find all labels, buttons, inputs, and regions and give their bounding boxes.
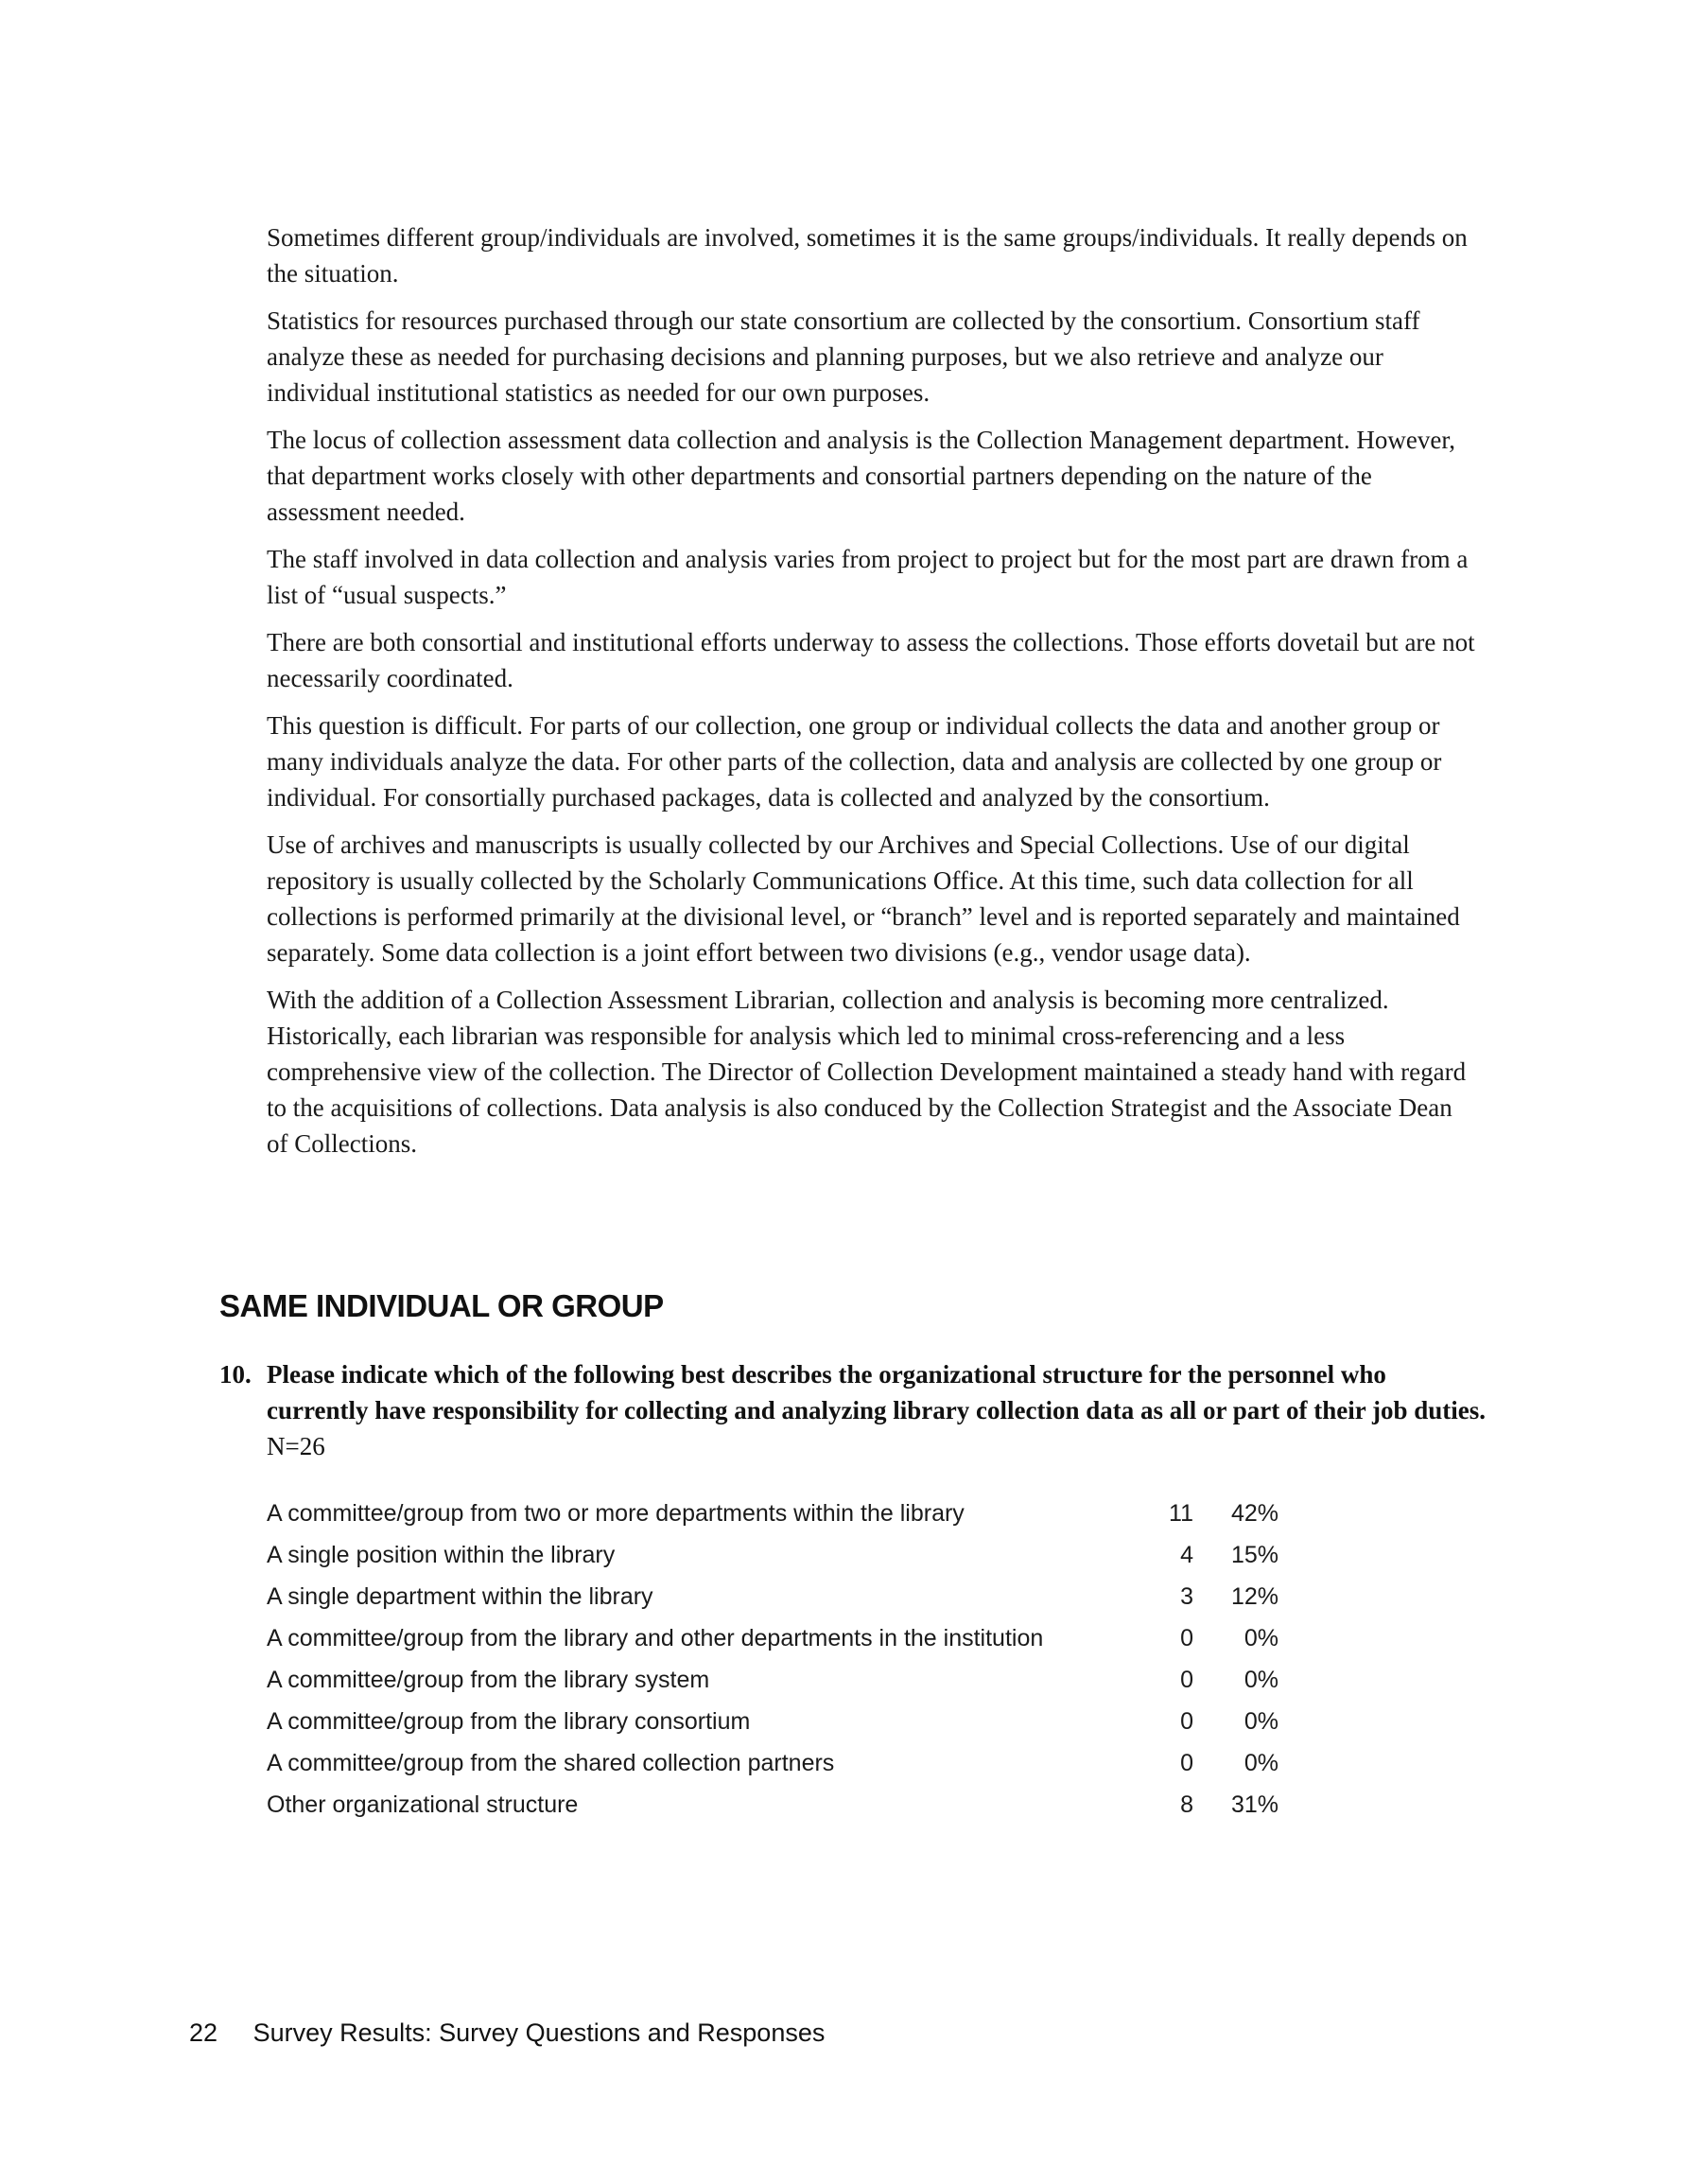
response-count: 0 xyxy=(1180,1707,1193,1735)
response-comments xyxy=(267,219,1477,1173)
response-percent: 12% xyxy=(1230,1582,1278,1610)
response-option: A single department within the library xyxy=(267,1582,653,1610)
response-count: 4 xyxy=(1180,1541,1193,1568)
response-option: A single position within the library xyxy=(267,1541,616,1568)
response-count: 3 xyxy=(1180,1582,1193,1610)
response-count: 0 xyxy=(1180,1624,1193,1651)
response-percent: 0% xyxy=(1244,1624,1278,1651)
response-percent: 0% xyxy=(1244,1707,1278,1735)
comment-paragraph: With the addition of a Collection Assessment Librarian, collection and analysis is becoming more centralized. Historically, each librarian was responsible for analysis which led to minimal cross-referencing and a less comprehensive view of the collection. The Director of Collection Development maintained a steady hand with regard to the acquisitions of collections. Data analysis is also conduced by the Collection Strategist and the Associate Dean of Collections. xyxy=(267,986,1467,1158)
table-row xyxy=(267,1701,1288,1742)
section-heading: SAME INDIVIDUAL OR GROUP xyxy=(219,1288,664,1323)
response-option: A committee/group from the library system xyxy=(267,1666,710,1693)
response-count: 11 xyxy=(1169,1499,1193,1527)
comment-paragraph: Sometimes different group/individuals are involved, sometimes it is the same groups/individuals. It really depends on the situation. xyxy=(267,223,1468,288)
table-row xyxy=(267,1617,1288,1659)
table-row xyxy=(267,1659,1288,1701)
respondent-count: N=26 xyxy=(267,1432,325,1460)
table-row xyxy=(267,1534,1288,1576)
response-option: A committee/group from the shared collection partners xyxy=(267,1749,835,1776)
response-percent: 15% xyxy=(1230,1541,1278,1568)
response-percent: 31% xyxy=(1230,1791,1278,1818)
response-table xyxy=(267,1493,1288,1826)
survey-question xyxy=(219,1356,1487,1464)
response-option: A committee/group from two or more departments within the library xyxy=(267,1499,965,1527)
comment-paragraph: Statistics for resources purchased through our state consortium are collected by the consortium. Consortium staff analyze these as needed for purchasing decisions and planning purposes, but we also retrieve and analyze our individual institutional statistics as needed for our own purposes. xyxy=(267,306,1420,407)
page-number: 22 xyxy=(189,2018,218,2047)
page-footer xyxy=(189,2018,825,2048)
response-percent: 0% xyxy=(1244,1749,1278,1776)
response-count: 0 xyxy=(1180,1666,1193,1693)
comment-paragraph: This question is difficult. For parts of our collection, one group or individual collects the data and another group or many individuals analyze the data. For other parts of the collection, data and analysis are collected by one group or individual. For consortially purchased packages, data is collected and analyzed by the consortium. xyxy=(267,711,1442,812)
question-text-block xyxy=(267,1356,1487,1464)
question-number: 10. xyxy=(219,1360,252,1389)
comment-paragraph: There are both consortial and institutional efforts underway to assess the collections. Those efforts dovetail but are not necessarily coordinated. xyxy=(267,628,1475,692)
comment-paragraph: The locus of collection assessment data collection and analysis is the Collection Management department. However, that department works closely with other departments and consortial partners depending on the nature of the assessment needed. xyxy=(267,426,1456,526)
response-count: 0 xyxy=(1180,1749,1193,1776)
table-row xyxy=(267,1576,1288,1617)
response-percent: 0% xyxy=(1244,1666,1278,1693)
comment-paragraph: The staff involved in data collection and analysis varies from project to project but for the most part are drawn from a list of “usual suspects.” xyxy=(267,545,1469,609)
table-row xyxy=(267,1493,1288,1534)
response-count: 8 xyxy=(1180,1791,1193,1818)
response-option: A committee/group from the library and other departments in the institution xyxy=(267,1624,1044,1651)
response-option: A committee/group from the library consortium xyxy=(267,1707,751,1735)
comment-paragraph: Use of archives and manuscripts is usually collected by our Archives and Special Collections. Use of our digital repository is usually collected by the Scholarly Communications Office. At this time, such data collection for all collections is performed primarily at the divisional level, or “branch” level and is reported separately and maintained separately. Some data collection is a joint effort between two divisions (e.g., vendor usage data). xyxy=(267,830,1460,967)
table-row xyxy=(267,1784,1288,1826)
running-title: Survey Results: Survey Questions and Responses xyxy=(252,2018,826,2047)
question-text: Please indicate which of the following best describes the organizational structure for the personnel who currently have responsibility for collecting and analyzing library collection data as all or part of their job duties. xyxy=(267,1360,1486,1424)
response-option: Other organizational structure xyxy=(267,1791,579,1818)
table-row xyxy=(267,1742,1288,1784)
response-percent: 42% xyxy=(1230,1499,1278,1527)
